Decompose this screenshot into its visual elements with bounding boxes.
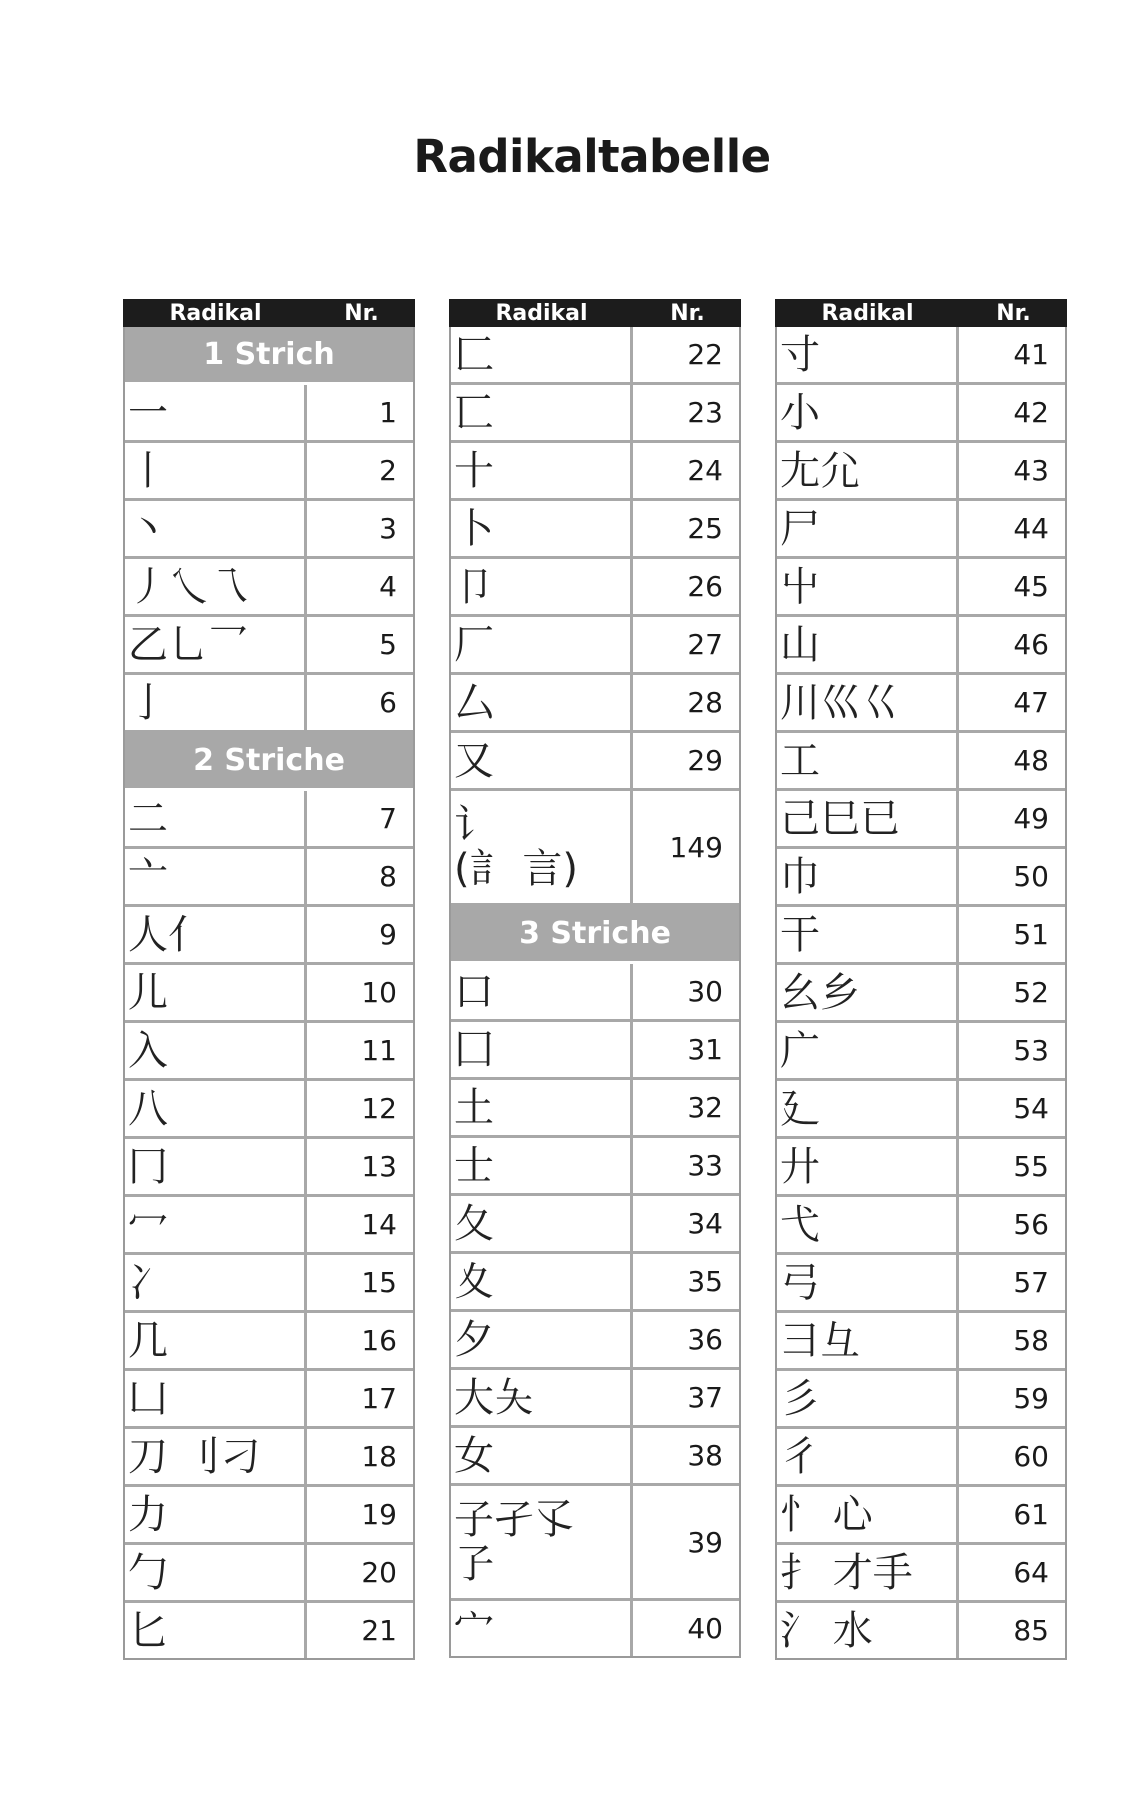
radical-cell: 扌 才手: [777, 1545, 959, 1600]
number-cell: 25: [687, 512, 723, 545]
number-cell: 50: [1013, 860, 1049, 893]
table-row: [451, 964, 739, 1022]
radical-cell: 卜: [451, 501, 633, 556]
number-cell: 26: [687, 570, 723, 603]
radical-cell: 夕: [451, 1312, 633, 1367]
number-cell: 55: [1013, 1150, 1049, 1183]
table-row: [777, 1429, 1065, 1487]
table-row: [451, 501, 739, 559]
table-row: [451, 1254, 739, 1312]
table-row: [125, 1429, 413, 1487]
radical-cell: 勹: [125, 1545, 307, 1600]
table-row: [125, 1545, 413, 1603]
radical-cell: 一: [125, 385, 307, 440]
radical-cell: 二: [125, 791, 307, 846]
radical-cell: 幺乡: [777, 965, 959, 1020]
number-cell: 1: [379, 396, 397, 429]
table-row: [125, 1197, 413, 1255]
radical-table-column-3: [775, 299, 1067, 1660]
radical-cell: 讠 (訁 言): [451, 791, 633, 903]
number-cell: 10: [361, 976, 397, 1009]
radical-cell: 彳: [777, 1429, 959, 1484]
number-cell: 32: [687, 1091, 723, 1124]
radical-cell: 匚: [451, 327, 633, 382]
table-row: [125, 791, 413, 849]
radical-cell: 厶: [451, 675, 633, 730]
radical-cell: 匕: [125, 1603, 307, 1658]
number-cell: 43: [1013, 454, 1049, 487]
radical-cell: 士: [451, 1138, 633, 1193]
table-row: [125, 1255, 413, 1313]
table-row: [777, 1139, 1065, 1197]
number-cell: 45: [1013, 570, 1049, 603]
table-row: [451, 1428, 739, 1486]
table-row: [451, 1486, 739, 1601]
radical-cell: 冫: [125, 1255, 307, 1310]
radical-cell: 儿: [125, 965, 307, 1020]
table-row: [777, 1023, 1065, 1081]
radical-cell: 卩: [451, 559, 633, 614]
table-row: [777, 849, 1065, 907]
radical-cell: 乙乚乛: [125, 617, 307, 672]
number-cell: 39: [687, 1525, 723, 1559]
number-cell: 35: [687, 1265, 723, 1298]
number-cell: 11: [361, 1034, 397, 1067]
table-row: [125, 443, 413, 501]
radical-cell: 氵 水: [777, 1603, 959, 1658]
radical-cell: 匸: [451, 385, 633, 440]
table-header: [123, 299, 415, 327]
radical-cell: 又: [451, 733, 633, 788]
radical-cell: 丶: [125, 501, 307, 556]
radical-table-column-2: [449, 299, 741, 1658]
header-nr: Nr.: [996, 300, 1031, 326]
header-nr: Nr.: [670, 300, 705, 326]
number-cell: 27: [687, 628, 723, 661]
radical-cell: 八: [125, 1081, 307, 1136]
table-row: [125, 1139, 413, 1197]
table-row: [451, 443, 739, 501]
table-row: [451, 1022, 739, 1080]
number-cell: 6: [379, 686, 397, 719]
table-row: [125, 965, 413, 1023]
table-row: [125, 617, 413, 675]
table-row: [777, 1545, 1065, 1603]
table-row: [125, 559, 413, 617]
number-cell: 15: [361, 1266, 397, 1299]
number-cell: 49: [1013, 802, 1049, 835]
number-cell: 44: [1013, 512, 1049, 545]
radical-cell: 入: [125, 1023, 307, 1078]
number-cell: 22: [687, 338, 723, 371]
radical-cell: 山: [777, 617, 959, 672]
radical-cell: 冂: [125, 1139, 307, 1194]
number-cell: 51: [1013, 918, 1049, 951]
radical-cell: 工: [777, 733, 959, 788]
radical-cell: 寸: [777, 327, 959, 382]
number-cell: 36: [687, 1323, 723, 1356]
number-cell: 42: [1013, 396, 1049, 429]
radical-cell: 丿乀乁: [125, 559, 307, 614]
radical-cell: 忄 心: [777, 1487, 959, 1542]
radical-cell: 亅: [125, 675, 307, 730]
table-row: [451, 1601, 739, 1656]
table-row: [451, 385, 739, 443]
number-cell: 52: [1013, 976, 1049, 1009]
number-cell: 19: [361, 1498, 397, 1531]
table-row: [777, 791, 1065, 849]
radical-cell: 干: [777, 907, 959, 962]
table-header: [775, 299, 1067, 327]
number-cell: 16: [361, 1324, 397, 1357]
table-row: [777, 1197, 1065, 1255]
number-cell: 18: [361, 1440, 397, 1473]
table-row: [125, 675, 413, 733]
radical-cell: 廾: [777, 1139, 959, 1194]
table-row: [451, 617, 739, 675]
radical-cell: 子孑孓 孒: [451, 1486, 633, 1598]
radical-cell: 凵: [125, 1371, 307, 1426]
table-row: [451, 791, 739, 906]
radical-cell: 屮: [777, 559, 959, 614]
number-cell: 31: [687, 1033, 723, 1066]
number-cell: 56: [1013, 1208, 1049, 1241]
table-row: [777, 733, 1065, 791]
page-title: Radikaltabelle: [413, 130, 771, 183]
table-row: [125, 1371, 413, 1429]
number-cell: 58: [1013, 1324, 1049, 1357]
radical-cell: 力: [125, 1487, 307, 1542]
table-row: [125, 1081, 413, 1139]
number-cell: 20: [361, 1556, 397, 1589]
section-header: 2 Striche: [125, 733, 413, 791]
number-cell: 57: [1013, 1266, 1049, 1299]
radical-cell: 川巛巜: [777, 675, 959, 730]
table-row: [777, 965, 1065, 1023]
radical-cell: 己巳已: [777, 791, 959, 846]
number-cell: 61: [1013, 1498, 1049, 1531]
table-row: [777, 1487, 1065, 1545]
number-cell: 8: [379, 860, 397, 893]
radical-cell: 厂: [451, 617, 633, 672]
table-row: [777, 443, 1065, 501]
table-row: [777, 675, 1065, 733]
table-row: [777, 1371, 1065, 1429]
number-cell: 13: [361, 1150, 397, 1183]
number-cell: 33: [687, 1149, 723, 1182]
number-cell: 3: [379, 512, 397, 545]
table-row: [451, 733, 739, 791]
table-row: [777, 501, 1065, 559]
table-row: [777, 1255, 1065, 1313]
table-row: [125, 1603, 413, 1658]
number-cell: 5: [379, 628, 397, 661]
number-cell: 37: [687, 1381, 723, 1414]
radical-cell: 弋: [777, 1197, 959, 1252]
number-cell: 9: [379, 918, 397, 951]
table-row: [451, 327, 739, 385]
header-radikal: Radikal: [821, 300, 914, 326]
radical-cell: 十: [451, 443, 633, 498]
number-cell: 54: [1013, 1092, 1049, 1125]
number-cell: 23: [687, 396, 723, 429]
table-row: [777, 327, 1065, 385]
number-cell: 85: [1013, 1614, 1049, 1647]
table-row: [451, 675, 739, 733]
number-cell: 60: [1013, 1440, 1049, 1473]
table-body: [449, 327, 741, 1658]
radical-table-column-1: [123, 299, 415, 1660]
radical-cell: 小: [777, 385, 959, 440]
radical-cell: 彐彑: [777, 1313, 959, 1368]
table-row: [125, 849, 413, 907]
table-row: [451, 1370, 739, 1428]
number-cell: 4: [379, 570, 397, 603]
number-cell: 24: [687, 454, 723, 487]
radical-cell: 刀 刂刁: [125, 1429, 307, 1484]
number-cell: 34: [687, 1207, 723, 1240]
radical-cell: 女: [451, 1428, 633, 1483]
table-row: [451, 1196, 739, 1254]
number-cell: 7: [379, 802, 397, 835]
radical-cell: 夊: [451, 1254, 633, 1309]
table-row: [451, 559, 739, 617]
table-header: [449, 299, 741, 327]
table-row: [451, 1312, 739, 1370]
radical-cell: 丨: [125, 443, 307, 498]
radical-cell: 廴: [777, 1081, 959, 1136]
radical-cell: 几: [125, 1313, 307, 1368]
number-cell: 48: [1013, 744, 1049, 777]
radical-cell: 尸: [777, 501, 959, 556]
number-cell: 29: [687, 744, 723, 777]
radical-cell: 冖: [125, 1197, 307, 1252]
section-header: 1 Strich: [125, 327, 413, 385]
number-cell: 53: [1013, 1034, 1049, 1067]
radical-cell: 囗: [451, 1022, 633, 1077]
table-row: [777, 1081, 1065, 1139]
header-nr: Nr.: [344, 300, 379, 326]
radical-cell: 弓: [777, 1255, 959, 1310]
number-cell: 41: [1013, 338, 1049, 371]
radical-cell: 亠: [125, 849, 307, 904]
section-header: 3 Striche: [451, 906, 739, 964]
radical-cell: 彡: [777, 1371, 959, 1426]
table-body: [775, 327, 1067, 1660]
number-cell: 64: [1013, 1556, 1049, 1589]
radical-cell: 大夨: [451, 1370, 633, 1425]
number-cell: 47: [1013, 686, 1049, 719]
table-row: [777, 559, 1065, 617]
header-radikal: Radikal: [495, 300, 588, 326]
number-cell: 38: [687, 1439, 723, 1472]
table-row: [451, 1080, 739, 1138]
number-cell: 30: [687, 975, 723, 1008]
radical-cell: 夂: [451, 1196, 633, 1251]
table-row: [777, 1313, 1065, 1371]
table-row: [125, 907, 413, 965]
number-cell: 12: [361, 1092, 397, 1125]
number-cell: 149: [669, 830, 723, 864]
radical-cell: 口: [451, 964, 633, 1019]
table-row: [777, 907, 1065, 965]
table-row: [125, 501, 413, 559]
table-row: [451, 1138, 739, 1196]
table-row: [777, 617, 1065, 675]
radical-cell: 人亻: [125, 907, 307, 962]
table-row: [777, 1603, 1065, 1658]
table-row: [777, 385, 1065, 443]
radical-cell: 广: [777, 1023, 959, 1078]
number-cell: 2: [379, 454, 397, 487]
table-row: [125, 1023, 413, 1081]
table-row: [125, 385, 413, 443]
radical-cell: 尢尣: [777, 443, 959, 498]
radical-cell: 土: [451, 1080, 633, 1135]
number-cell: 28: [687, 686, 723, 719]
table-body: [123, 327, 415, 1660]
radical-cell: 宀: [451, 1601, 633, 1656]
number-cell: 40: [687, 1612, 723, 1645]
radical-cell: 巾: [777, 849, 959, 904]
number-cell: 46: [1013, 628, 1049, 661]
table-row: [125, 1487, 413, 1545]
number-cell: 17: [361, 1382, 397, 1415]
table-row: [125, 1313, 413, 1371]
header-radikal: Radikal: [169, 300, 262, 326]
number-cell: 14: [361, 1208, 397, 1241]
number-cell: 21: [361, 1614, 397, 1647]
number-cell: 59: [1013, 1382, 1049, 1415]
